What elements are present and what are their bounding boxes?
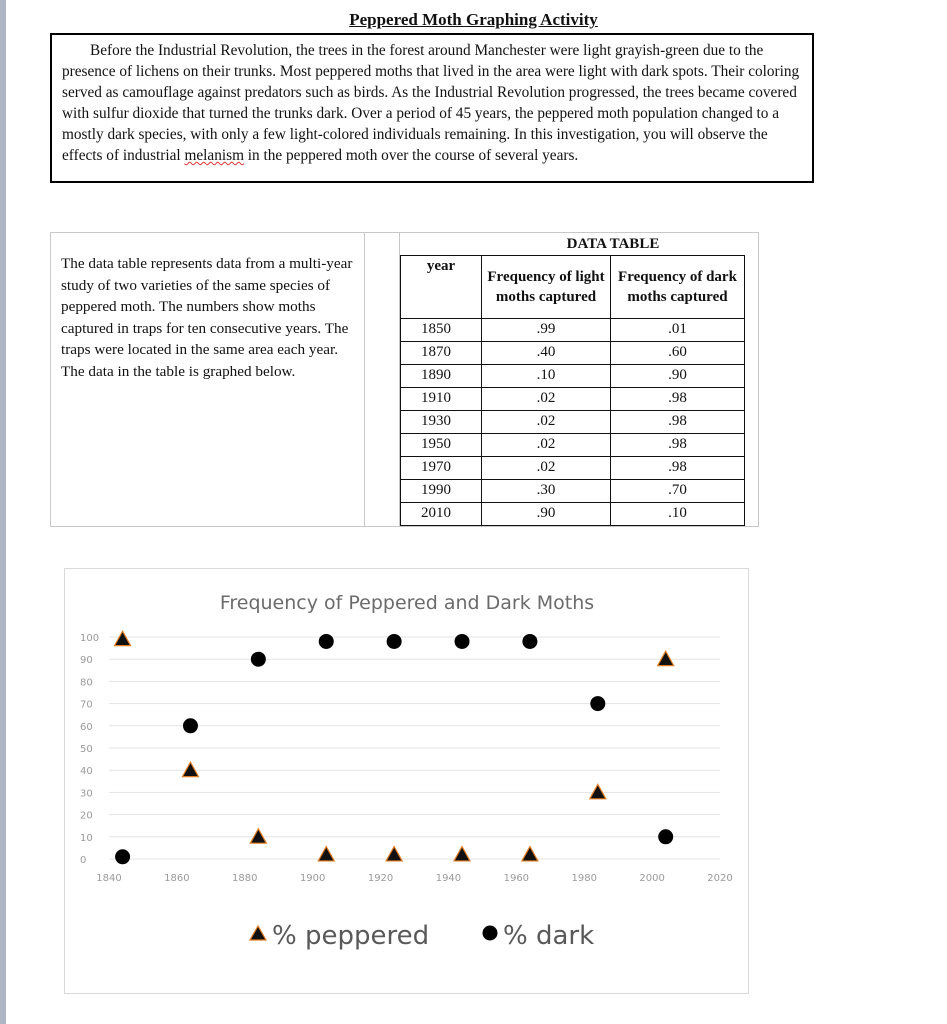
x-tick-label: 1840 (96, 873, 122, 884)
x-tick-label: 1880 (232, 873, 258, 884)
peppered-point (182, 762, 198, 776)
table-row (401, 365, 745, 388)
dark-freq-cell: .98 (611, 411, 745, 434)
dark-point (522, 634, 537, 649)
dark-point (115, 849, 130, 864)
peppered-point (658, 651, 674, 665)
year-cell: 1950 (401, 434, 482, 457)
table-row (401, 503, 745, 526)
y-tick-label: 10 (80, 832, 93, 844)
spacer-cell (365, 233, 400, 527)
dark-freq-cell: .01 (611, 319, 745, 342)
dark-freq-cell: .98 (611, 457, 745, 480)
year-cell: 1970 (401, 457, 482, 480)
legend-label-peppered: % peppered (272, 921, 430, 951)
x-tick-label: 1980 (571, 873, 597, 884)
x-tick-label: 2000 (639, 873, 665, 884)
intro-text-after: in the peppered moth over the course of several years. (243, 147, 579, 164)
dark-freq-cell: .70 (611, 480, 745, 503)
y-tick-label: 20 (80, 810, 93, 822)
light-freq-cell: .10 (482, 365, 611, 388)
peppered-point (250, 829, 266, 843)
y-tick-label: 40 (80, 766, 93, 778)
header-dark: Frequency of dark moths captured (611, 256, 745, 319)
header-light: Frequency of light moths captured (482, 256, 611, 319)
y-tick-label: 30 (80, 788, 93, 800)
page-title: Peppered Moth Graphing Activity (349, 10, 598, 29)
intro-paragraph (62, 40, 805, 166)
chart-title: Frequency of Peppered and Dark Moths (219, 592, 595, 614)
y-tick-label: 50 (80, 744, 93, 755)
data-table-title-spacer (401, 233, 482, 256)
table-row (401, 434, 745, 457)
dark-point (319, 634, 334, 649)
year-cell: 1850 (401, 319, 482, 342)
description-text: The data table represents data from a multi-year study of two varieties of the same species of peppered moth. The numbers show moths captured in traps for ten consecutive years. The traps were located in the same area each year. The data in the table is graphed below. (61, 255, 353, 380)
table-row (401, 388, 745, 411)
x-tick-label: 1860 (164, 873, 190, 884)
table-row (401, 319, 745, 342)
x-tick-label: 2020 (707, 873, 733, 884)
dark-point (590, 696, 605, 711)
x-tick-label: 1900 (299, 873, 326, 884)
legend-triangle-icon (250, 926, 266, 940)
dark-point (658, 829, 673, 844)
table-row (401, 457, 745, 480)
light-freq-cell: .02 (482, 411, 611, 434)
light-freq-cell: .99 (482, 319, 611, 342)
year-cell: 1930 (401, 411, 482, 434)
chart (65, 569, 750, 995)
y-tick-label: 80 (80, 677, 93, 689)
dark-freq-cell: .10 (611, 503, 745, 526)
x-tick-label: 1920 (367, 873, 394, 884)
y-tick-label: 90 (80, 655, 93, 667)
data-table (400, 233, 745, 526)
peppered-point (522, 847, 538, 861)
dark-point (387, 634, 402, 649)
dark-freq-cell: .98 (611, 388, 745, 411)
intro-text-before: Before the Industrial Revolution, the trees in the forest around Manchester were light grayish-green due to the presence of lichens on their trunks. Most peppered moths that lived in the area were light with dark spots. Their coloring served as camouflage against predators such as birds. As the Industrial Revolution progressed, the trees became covered with sulfur dioxide that turned the trunks dark. Over a period of 45 years, the peppered moth population changed to a mostly dark species, with only a few light-colored individuals remaining. In this investigation, you will observe the effects of industrial (62, 42, 800, 164)
y-tick-label: 60 (80, 721, 93, 733)
table-row (401, 342, 745, 365)
light-freq-cell: .90 (482, 503, 611, 526)
peppered-point (115, 631, 131, 645)
light-freq-cell: .02 (482, 388, 611, 411)
year-cell: 1890 (401, 365, 482, 388)
layout-table (50, 232, 759, 527)
legend-label-dark: % dark (503, 921, 595, 951)
y-tick-label: 0 (80, 855, 87, 866)
data-table-title: DATA TABLE (482, 233, 745, 256)
table-row (401, 480, 745, 503)
year-cell: 1910 (401, 388, 482, 411)
peppered-point (590, 784, 606, 798)
light-freq-cell: .02 (482, 434, 611, 457)
legend-circle-icon (483, 926, 498, 941)
dark-point (455, 634, 470, 649)
spellcheck-word: melanism (184, 147, 244, 164)
table-row (401, 411, 745, 434)
peppered-point (318, 847, 334, 861)
light-freq-cell: .40 (482, 342, 611, 365)
data-table-cell (400, 233, 759, 527)
year-cell: 1870 (401, 342, 482, 365)
dark-point (251, 652, 266, 667)
page-left-edge (0, 0, 6, 1024)
peppered-point (386, 847, 402, 861)
year-cell: 1990 (401, 480, 482, 503)
x-tick-label: 1940 (435, 873, 462, 884)
y-tick-label: 100 (80, 633, 100, 644)
dark-freq-cell: .60 (611, 342, 745, 365)
x-tick-label: 1960 (503, 873, 530, 884)
chart-frame (64, 568, 749, 994)
data-table-body (401, 319, 745, 526)
year-cell: 2010 (401, 503, 482, 526)
y-tick-label: 70 (80, 699, 93, 711)
peppered-point (454, 847, 470, 861)
description-cell (51, 233, 365, 527)
dark-point (183, 718, 198, 733)
intro-box (50, 33, 814, 183)
light-freq-cell: .02 (482, 457, 611, 480)
light-freq-cell: .30 (482, 480, 611, 503)
dark-freq-cell: .90 (611, 365, 745, 388)
header-year: year (401, 256, 482, 319)
dark-freq-cell: .98 (611, 434, 745, 457)
